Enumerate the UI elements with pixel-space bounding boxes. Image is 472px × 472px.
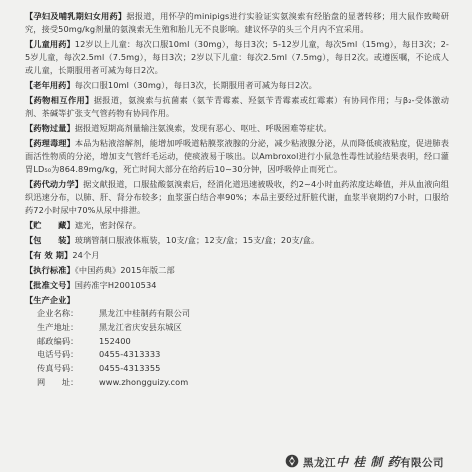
section-label: 【药代动力学】 — [25, 179, 84, 189]
section-label: 【儿童用药】 — [25, 39, 75, 49]
section-4 — [25, 122, 449, 135]
section-label: 【孕妇及哺乳期妇女用药】 — [25, 11, 127, 21]
section-text: 据文献报道，口服盐酸氨溴索后，经消化道迅速被吸收，约2~4小时血药浓度达峰值，并从血液向组织迅速分布，以肺、肝、肾分布较多；血浆蛋白结合率90%；本品主要经过肝脏代谢，血浆半衰期约7小时，口服给药72小时尿中70%从尿中排泄。 — [25, 179, 449, 215]
producer-row — [25, 348, 449, 362]
company-logo-icon — [285, 454, 299, 468]
producer-key: 网 址： — [37, 376, 79, 387]
section-0 — [25, 10, 449, 36]
section-11 — [25, 279, 449, 292]
section-text: 12岁以上儿童：每次口服10ml（30mg），每日3次；5-12岁儿童，每次5ml（15mg），每日3次；2-5岁儿童，每次2.5ml（7.5mg），每日3次；2岁以下儿童：每次2.5ml（7.5mg），每日2次。或遵医嘱，不论成人或儿童，长期服用者可减为每日2次。 — [25, 39, 449, 75]
section-text: 本品为粘液溶解剂，能增加呼吸道粘膜浆液腺的分泌，减少粘液腺分泌，从而降低痰液粘度，促进肺表面活性物质的分泌，增加支气管纤毛运动，使痰液易于咳出。以Ambroxol进行小鼠急性毒性试验结果表明，经口灌胃LD₅₀为864.89mg/kg，死亡时间大部分在给药后10~30分钟，因呼吸停止而死亡。 — [25, 138, 449, 174]
company-footer — [0, 450, 472, 472]
section-label: 【药物过量】 — [25, 123, 75, 133]
producer-key: 生产地址： — [37, 321, 79, 332]
section-text: 《中国药典》2015年版二部 — [74, 265, 175, 275]
section-10 — [25, 264, 449, 277]
producer-key: 企业名称： — [37, 308, 79, 318]
section-text: 据报道，氨溴索与抗菌素（氨苄青霉素、羟氨苄青霉素或红霉素）有协同作用；与β₂-受体激动剂、茶碱等扩张支气管药物有协同作用。 — [25, 95, 449, 118]
producer-value: 黑龙江中桂制药有限公司 — [99, 308, 191, 318]
section-label: 【执行标准】 — [25, 265, 75, 275]
section-3 — [25, 94, 449, 120]
producer-value: www.zhongguizy.com — [99, 376, 189, 387]
section-label: 【药物相互作用】 — [25, 95, 94, 105]
producer-key: 传真号码： — [37, 363, 79, 374]
producer-value: 0455-4313333 — [99, 349, 161, 360]
section-label: 【批准文号】 — [25, 280, 75, 290]
section-text: 据报道，用怀孕的minipigs进行实验证实氨溴索有经胎盘的显著转移；用大鼠作致畸研究，接受50mg/kg剂量的氨溴索无生殖和胎儿无不良影响。建议怀孕的头三个月内不宜采用。 — [25, 11, 449, 34]
section-label: 【包 装】 — [25, 235, 75, 245]
section-9 — [25, 249, 449, 262]
section-label: 【有 效 期】 — [25, 250, 73, 260]
producer-row — [25, 335, 449, 349]
section-text: 玻璃管制口服液体瓶装，10支/盒；12支/盒；15支/盒；20支/盒。 — [74, 235, 320, 245]
section-label: 【老年用药】 — [25, 80, 75, 90]
producer-key: 电话号码： — [37, 349, 79, 360]
producer-row — [25, 321, 449, 335]
section-label: 【贮 藏】 — [25, 220, 75, 230]
producer-section — [25, 294, 449, 390]
section-text: 据报道短期高剂量输注氨溴索，发现有恶心、呕吐、呼吸困难等症状。 — [74, 123, 332, 133]
producer-value: 152400 — [99, 335, 131, 346]
producer-key: 邮政编码： — [37, 335, 79, 346]
section-text: 国药准字H20010534 — [74, 280, 157, 290]
section-text: 每次口服10ml（30mg），每日3次，长期服用者可减为每日2次。 — [74, 80, 317, 90]
insert-content — [25, 10, 449, 390]
section-6 — [25, 178, 449, 217]
section-text: 24个月 — [72, 250, 100, 260]
producer-row — [25, 376, 449, 390]
section-5 — [25, 137, 449, 176]
section-7 — [25, 219, 449, 232]
producer-value: 0455-4313355 — [99, 363, 161, 374]
section-2 — [25, 79, 449, 92]
producer-row — [25, 307, 449, 321]
producer-label: 【生产企业】 — [25, 295, 75, 305]
section-1 — [25, 38, 449, 77]
producer-value: 黑龙江省庆安县东城区 — [99, 321, 182, 332]
section-8 — [25, 234, 449, 247]
company-brand-name: 黑龙江中 桂 制 药有限公司 — [302, 454, 444, 469]
section-label: 【药理毒理】 — [25, 138, 75, 148]
producer-row — [25, 362, 449, 376]
section-text: 遮光，密封保存。 — [74, 220, 142, 230]
